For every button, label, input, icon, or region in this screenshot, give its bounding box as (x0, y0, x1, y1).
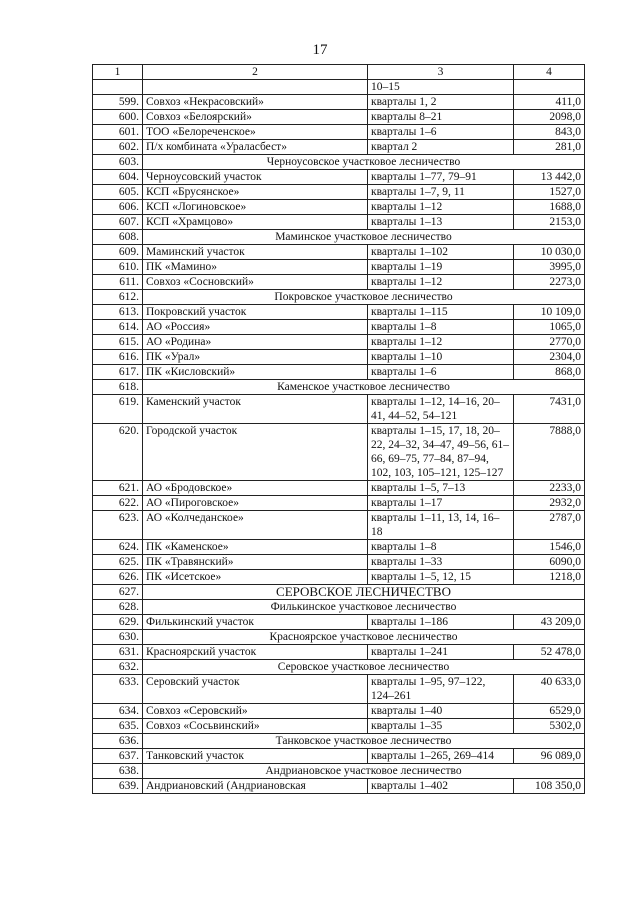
area-value: 96 089,0 (514, 749, 585, 764)
section-title: Черноусовское участковое лесничество (143, 155, 585, 170)
row-number: 607. (93, 215, 143, 230)
quarters: кварталы 1–241 (368, 645, 514, 660)
table-row (93, 704, 585, 719)
quarters: кварталы 1–5, 7–13 (368, 481, 514, 496)
row-number: 639. (93, 779, 143, 794)
area-value: 108 350,0 (514, 779, 585, 794)
row-number: 606. (93, 200, 143, 215)
area-value: 1688,0 (514, 200, 585, 215)
section-title: Красноярское участковое лесничество (143, 630, 585, 645)
area-name: АО «Пироговское» (143, 496, 368, 511)
area-name: Совхоз «Сосновский» (143, 275, 368, 290)
area-value: 52 478,0 (514, 645, 585, 660)
area-name: АО «Родина» (143, 335, 368, 350)
area-name: ПК «Травянский» (143, 555, 368, 570)
table-row (93, 719, 585, 734)
area-name: ПК «Каменское» (143, 540, 368, 555)
quarters: кварталы 1–6 (368, 125, 514, 140)
quarters: кварталы 1–12, 14–16, 20–41, 44–52, 54–121 (368, 395, 514, 424)
row-number: 621. (93, 481, 143, 496)
area-value: 2304,0 (514, 350, 585, 365)
section-row (93, 660, 585, 675)
area-name: ПК «Исетское» (143, 570, 368, 585)
area-value: 2098,0 (514, 110, 585, 125)
area-name: ТОО «Белореченское» (143, 125, 368, 140)
row-number: 599. (93, 95, 143, 110)
row-number: 611. (93, 275, 143, 290)
table-row (93, 305, 585, 320)
quarters: кварталы 1–7, 9, 11 (368, 185, 514, 200)
row-number: 627. (93, 585, 143, 600)
row-number: 637. (93, 749, 143, 764)
area-value: 7888,0 (514, 424, 585, 481)
row-number: 600. (93, 110, 143, 125)
row-number: 615. (93, 335, 143, 350)
row-number: 632. (93, 660, 143, 675)
area-value: 411,0 (514, 95, 585, 110)
section-title: Филькинское участковое лесничество (143, 600, 585, 615)
area-value: 1218,0 (514, 570, 585, 585)
row-number: 619. (93, 395, 143, 424)
area-name: АО «Колчеданское» (143, 511, 368, 540)
row-number: 618. (93, 380, 143, 395)
table-row (93, 350, 585, 365)
section-title: Танковское участковое лесничество (143, 734, 585, 749)
row-number: 624. (93, 540, 143, 555)
table-row (93, 365, 585, 380)
table-row (93, 185, 585, 200)
header-col-1: 1 (93, 65, 143, 80)
area-name: Черноусовский участок (143, 170, 368, 185)
table-row (93, 749, 585, 764)
row-number: 612. (93, 290, 143, 305)
area-name: Серовский участок (143, 675, 368, 704)
area-value: 10 109,0 (514, 305, 585, 320)
row-number (93, 80, 143, 95)
quarters: кварталы 1–95, 97–122, 124–261 (368, 675, 514, 704)
row-number: 609. (93, 245, 143, 260)
table-row (93, 215, 585, 230)
area-name: КСП «Брусянское» (143, 185, 368, 200)
row-number: 628. (93, 600, 143, 615)
quarters: 10–15 (368, 80, 514, 95)
quarters: кварталы 1–8 (368, 540, 514, 555)
area-value: 2932,0 (514, 496, 585, 511)
section-row (93, 380, 585, 395)
area-name: ПК «Мамино» (143, 260, 368, 275)
row-number: 629. (93, 615, 143, 630)
row-number: 635. (93, 719, 143, 734)
table-row (93, 496, 585, 511)
table-row (93, 95, 585, 110)
area-name: Филькинский участок (143, 615, 368, 630)
quarters: кварталы 1–12 (368, 275, 514, 290)
area-name: Каменский участок (143, 395, 368, 424)
section-row (93, 230, 585, 245)
table-row (93, 570, 585, 585)
area-name: КСП «Храмцово» (143, 215, 368, 230)
section-row (93, 600, 585, 615)
row-number: 613. (93, 305, 143, 320)
area-name: КСП «Логиновское» (143, 200, 368, 215)
table-header-row (93, 65, 585, 80)
area-name (143, 80, 368, 95)
quarters: кварталы 1–33 (368, 555, 514, 570)
quarters: квартал 2 (368, 140, 514, 155)
table-row (93, 140, 585, 155)
header-col-3: 3 (368, 65, 514, 80)
quarters: кварталы 1–11, 13, 14, 16–18 (368, 511, 514, 540)
section-title: Андриановское участковое лесничество (143, 764, 585, 779)
area-name: АО «Россия» (143, 320, 368, 335)
row-number: 634. (93, 704, 143, 719)
row-number: 622. (93, 496, 143, 511)
table-row (93, 125, 585, 140)
section-title: Маминское участковое лесничество (143, 230, 585, 245)
forest-district-table (92, 64, 585, 794)
area-name: АО «Бродовское» (143, 481, 368, 496)
section-row (93, 764, 585, 779)
quarters: кварталы 1–102 (368, 245, 514, 260)
quarters: кварталы 1–77, 79–91 (368, 170, 514, 185)
row-number: 617. (93, 365, 143, 380)
row-number: 636. (93, 734, 143, 749)
area-value: 1527,0 (514, 185, 585, 200)
section-row (93, 290, 585, 305)
quarters: кварталы 1–12 (368, 200, 514, 215)
table-row (93, 555, 585, 570)
area-name: П/х комбината «Ураласбест» (143, 140, 368, 155)
row-number: 625. (93, 555, 143, 570)
section-title: Каменское участковое лесничество (143, 380, 585, 395)
area-name: Маминский участок (143, 245, 368, 260)
row-number: 633. (93, 675, 143, 704)
quarters: кварталы 1–12 (368, 335, 514, 350)
area-value: 281,0 (514, 140, 585, 155)
table-row (93, 615, 585, 630)
area-name: ПК «Урал» (143, 350, 368, 365)
section-row (93, 155, 585, 170)
table-row (93, 320, 585, 335)
quarters: кварталы 1–265, 269–414 (368, 749, 514, 764)
area-value: 40 633,0 (514, 675, 585, 704)
area-value: 7431,0 (514, 395, 585, 424)
area-value: 2787,0 (514, 511, 585, 540)
quarters: кварталы 1–402 (368, 779, 514, 794)
table-row (93, 675, 585, 704)
row-number: 608. (93, 230, 143, 245)
area-name: Совхоз «Белоярский» (143, 110, 368, 125)
row-number: 603. (93, 155, 143, 170)
area-value: 43 209,0 (514, 615, 585, 630)
row-number: 630. (93, 630, 143, 645)
section-row (93, 585, 585, 600)
table-row (93, 395, 585, 424)
quarters: кварталы 1–35 (368, 719, 514, 734)
quarters: кварталы 1–19 (368, 260, 514, 275)
area-value: 2770,0 (514, 335, 585, 350)
table-row (93, 540, 585, 555)
area-value: 1065,0 (514, 320, 585, 335)
table-row (93, 511, 585, 540)
area-name: Покровский участок (143, 305, 368, 320)
area-name: ПК «Кисловский» (143, 365, 368, 380)
quarters: кварталы 1–40 (368, 704, 514, 719)
table-row (93, 80, 585, 95)
row-number: 605. (93, 185, 143, 200)
row-number: 610. (93, 260, 143, 275)
area-value (514, 80, 585, 95)
area-name: Танковский участок (143, 749, 368, 764)
table-row (93, 245, 585, 260)
table-row (93, 260, 585, 275)
row-number: 601. (93, 125, 143, 140)
table-row (93, 645, 585, 660)
area-value: 2273,0 (514, 275, 585, 290)
quarters: кварталы 1–8 (368, 320, 514, 335)
area-name: Совхоз «Серовский» (143, 704, 368, 719)
table-row (93, 424, 585, 481)
header-col-2: 2 (143, 65, 368, 80)
area-value: 10 030,0 (514, 245, 585, 260)
section-title: Серовское участковое лесничество (143, 660, 585, 675)
table-row (93, 335, 585, 350)
area-value: 6529,0 (514, 704, 585, 719)
table-row (93, 200, 585, 215)
area-value: 2233,0 (514, 481, 585, 496)
quarters: кварталы 1–17 (368, 496, 514, 511)
table-row (93, 481, 585, 496)
quarters: кварталы 1–10 (368, 350, 514, 365)
table-row (93, 275, 585, 290)
area-value: 5302,0 (514, 719, 585, 734)
table-row (93, 110, 585, 125)
area-value: 843,0 (514, 125, 585, 140)
quarters: кварталы 1–186 (368, 615, 514, 630)
area-name: Красноярский участок (143, 645, 368, 660)
area-value: 6090,0 (514, 555, 585, 570)
area-value: 1546,0 (514, 540, 585, 555)
header-col-4: 4 (514, 65, 585, 80)
section-title: СЕРОВСКОЕ ЛЕСНИЧЕСТВО (143, 585, 585, 600)
section-row (93, 734, 585, 749)
area-value: 3995,0 (514, 260, 585, 275)
quarters: кварталы 1–115 (368, 305, 514, 320)
row-number: 604. (93, 170, 143, 185)
row-number: 626. (93, 570, 143, 585)
row-number: 602. (93, 140, 143, 155)
area-name: Андриановский (Андриановская (143, 779, 368, 794)
area-value: 868,0 (514, 365, 585, 380)
area-name: Городской участок (143, 424, 368, 481)
quarters: кварталы 1, 2 (368, 95, 514, 110)
row-number: 620. (93, 424, 143, 481)
table-row (93, 170, 585, 185)
page-number: 17 (312, 42, 328, 58)
quarters: кварталы 1–13 (368, 215, 514, 230)
area-name: Совхоз «Сосьвинский» (143, 719, 368, 734)
quarters: кварталы 1–5, 12, 15 (368, 570, 514, 585)
quarters: кварталы 1–6 (368, 365, 514, 380)
table-body (93, 65, 585, 794)
section-row (93, 630, 585, 645)
section-title: Покровское участковое лесничество (143, 290, 585, 305)
quarters: кварталы 8–21 (368, 110, 514, 125)
area-value: 13 442,0 (514, 170, 585, 185)
area-name: Совхоз «Некрасовский» (143, 95, 368, 110)
row-number: 631. (93, 645, 143, 660)
row-number: 638. (93, 764, 143, 779)
area-value: 2153,0 (514, 215, 585, 230)
row-number: 623. (93, 511, 143, 540)
row-number: 614. (93, 320, 143, 335)
row-number: 616. (93, 350, 143, 365)
quarters: кварталы 1–15, 17, 18, 20–22, 24–32, 34–47, 49–56, 61–66, 69–75, 77–84, 87–94, 102, 103, 105–121, 125–127 (368, 424, 514, 481)
table-row (93, 779, 585, 794)
